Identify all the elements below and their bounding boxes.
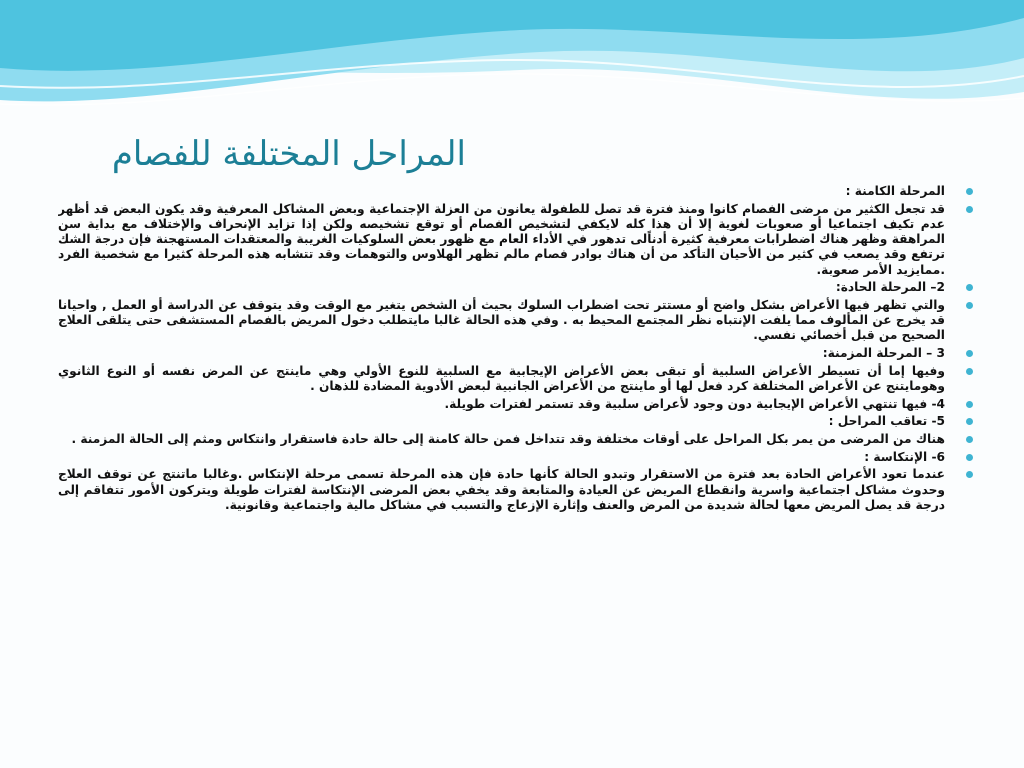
bullet-text: وفيها إما أن تسيطر الأعراض السلبية أو تبقى بعض الأعراض الإيجابية مع السلبية للنوع الأولي وهي ماينتج عن المرض نفسه أو النوع الثانوي وهومايتنج عن الأعراض المختلفة كرد فعل لها أو ماينتج من الأعراض الجانبية لبعض الأدوية المضادة للذهان . [58, 363, 945, 393]
wave-header-decoration [0, 0, 1024, 120]
list-item [58, 298, 973, 344]
list-item [58, 414, 973, 429]
bullet-icon [966, 454, 973, 461]
bullet-text: 6- الإنتكاسة : [864, 449, 945, 464]
bullet-icon [966, 418, 973, 425]
bullet-text: 2– المرحلة الحادة: [835, 280, 945, 295]
slide-title: المراحل المختلفة للفصام [111, 134, 466, 174]
bullet-text: 4- فيها تنتهي الأعراض الإيجابية دون وجود لأعراض سلبية وقد تستمر لفترات طويلة. [444, 396, 945, 411]
bullet-text: قد تجعل الكثير من مرضى الفصام كانوا ومنذ فترة قد تصل للطفولة يعانون من العزلة الإجتماعية وبعض المشاكل المعرفية وقد يكون البعض قد أظهر عدم تكيف اجتماعيا أو صعوبات لغوية إلا أن هذا كله لايكفي لتشخيص الفصام أو توقع تشخيصه ولكن إذا تزايد الإنحراف والإختلاف مع بداية سن المراهقة وظهر هناك اضطرابات معرفية كثيرة أدناًلى تدهور في الأداء العام مع ظهور بعض السلوكيات الغريبة والمعتقدات المستهجنة فإن درجة الشك ترتفع وقد يصعب في كثير من الأحيان التأكد من أن هناك بوادر فصام مالم تظهر الهلاوس والتوهمات وقد تتشابه هذه المرحلة كثيرا مع شخصية الفرد .ممايزيد الأمر صعوبة. [58, 201, 945, 277]
bullet-icon [966, 284, 973, 291]
bullet-text: والتي تظهر فيها الأعراض بشكل واضح أو مستتر تحت اضطراب السلوك بحيث أن الشخص يتغير مع الوقت وقد يتوقف عن الدراسة أو العمل , واحيانا قد يخرج عن المألوف مما يلفت الإنتباه نظر المجتمع المحيط به . وفي هذه الحالة غالبا مايتطلب دخول المريض بالفصام المستشفى حتى يتلقى العلاج الصحيح من قبل أخصائي نفسي. [58, 297, 945, 343]
list-item [58, 467, 973, 513]
bullet-text: 3 – المرحلة المزمنة: [822, 346, 945, 361]
list-item [58, 397, 973, 412]
bullet-text: 5- تعاقب المراحل : [828, 414, 945, 429]
list-item [58, 450, 973, 465]
bullet-icon [966, 206, 973, 213]
bullet-icon [966, 302, 973, 309]
list-item [58, 346, 973, 361]
bullet-list [58, 184, 973, 513]
bullet-icon [966, 188, 973, 195]
bullet-icon [966, 401, 973, 408]
slide-content [58, 184, 973, 764]
list-item [58, 280, 973, 295]
bullet-icon [966, 471, 973, 478]
bullet-icon [966, 350, 973, 357]
bullet-text: عندما تعود الأعراض الحادة بعد فترة من الاستقرار وتبدو الحالة كأنها حادة فإن هذه المرحلة تسمى مرحلة الإنتكاس .وغالبا ماتنتج عن توقف العلاج وحدوث مشاكل اجتماعية واسرية وانقطاع المريض عن العيادة والمتابعة وقد يخفي بعض المرضى الإنتكاسة لفترات طويلة ويتركون الأمور تتفاقم إلى درجة قد يصل المريض معها لحالة شديدة من المرض والعنف وإثارة الإزعاج والتسبب في مشاكل مالية واجتماعية وقانونية. [58, 467, 945, 512]
list-item [58, 202, 973, 278]
bullet-text: المرحلة الكامنة : [845, 184, 945, 198]
list-item [58, 364, 973, 394]
bullet-text: هناك من المرضى من يمر بكل المراحل على أوقات مختلفة وقد تتداخل فمن حالة كامنة إلى حالة حادة فاستقرار وانتكاس ومثم إلى الحالة المزمنة . [71, 432, 945, 447]
bullet-icon [966, 436, 973, 443]
bullet-icon [966, 368, 973, 375]
list-item [58, 432, 973, 447]
list-item [58, 184, 973, 199]
